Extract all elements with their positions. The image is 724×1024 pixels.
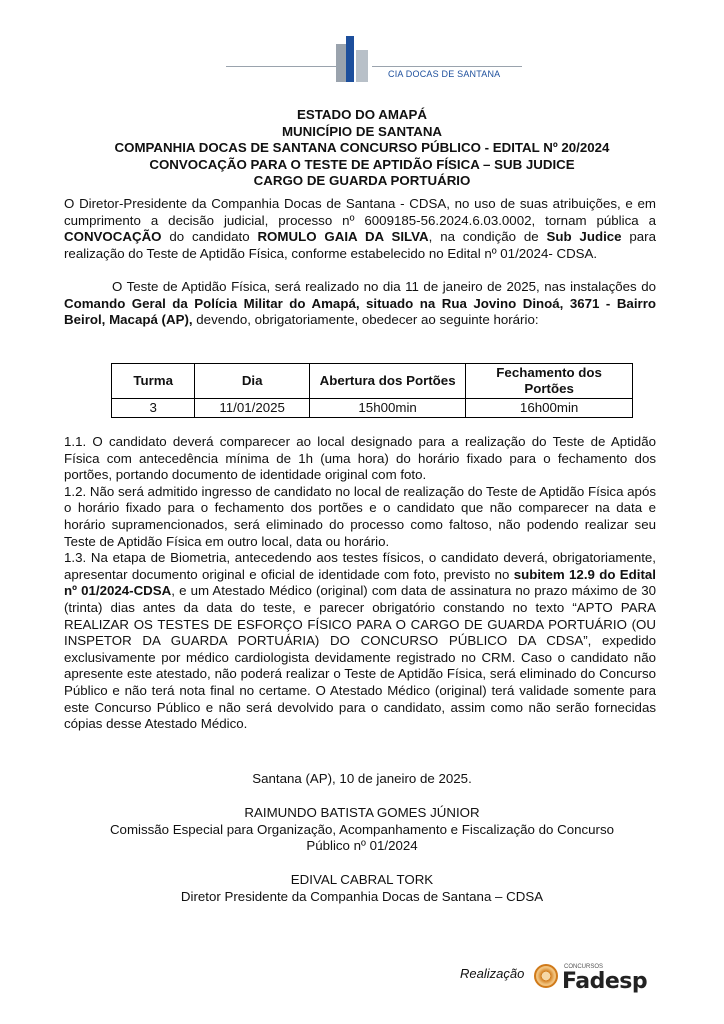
fadesp-concursos-label: CONCURSOS	[564, 964, 604, 970]
fadesp-logo: Fadesp	[562, 969, 648, 994]
th-dia: Dia	[195, 364, 310, 399]
fadesp-seal-icon	[534, 964, 558, 988]
intro-bold-sub-judice: Sub Judice	[546, 229, 622, 245]
schedule-table	[111, 363, 633, 418]
intro-text-3: , na condição de	[428, 229, 547, 245]
test-location: Comando Geral da Polícia Militar do Amapá, situado na Rua Jovino Dinoá, 3671 - Bairro Beirol, Macapá (AP),	[64, 295, 656, 328]
header-convocation: CONVOCAÇÃO PARA O TESTE DE APTIDÃO FÍSICA – SUB JUDICE	[149, 156, 575, 172]
candidate-name: ROMULO GAIA DA SILVA	[257, 229, 429, 245]
test-text-2: devendo, obrigatoriamente, obedecer ao seguinte horário:	[192, 312, 539, 328]
signatory-role-2: Diretor Presidente da Companhia Docas de Santana – CDSA	[180, 888, 544, 904]
cell-fechamento: 16h00min	[466, 399, 633, 418]
item-1-2: 1.2. Não será admitido ingresso de candidato no local de realização do Teste de Aptidão Física após o horário fixado para o fechamento dos portões e o candidato que não comparecer na data e horário supramencionados, será eliminado do processo como faltoso, não podendo realizar seu Teste de Aptidão Física em outro local, data ou horário.	[64, 483, 656, 549]
intro-text-1: O Diretor-Presidente da Companhia Docas de Santana - CDSA, no uso de suas atribuições, e em cumprimento a decisão judicial, processo nº 6009185-56.2024.6.03.0002, tornam pública a	[64, 196, 656, 228]
footer-realizacao	[460, 964, 660, 1004]
document-header	[60, 107, 664, 190]
item-1-3-subitem: subitem 12.9 do Edital nº 01/2024-CDSA	[64, 566, 657, 599]
header-municipality: MUNICÍPIO DE SANTANA	[281, 123, 443, 139]
realizacao-label: Realização	[460, 966, 525, 981]
instructions-list	[64, 434, 656, 733]
intro-paragraph	[64, 196, 656, 262]
signatory-name-1: RAIMUNDO BATISTA GOMES JÚNIOR	[244, 805, 480, 820]
th-abertura: Abertura dos Portões	[309, 364, 465, 399]
item-1-3	[64, 550, 656, 733]
logo-block	[356, 50, 368, 82]
document-date: Santana (AP), 10 de janeiro de 2025.	[252, 771, 472, 786]
item-1-3-text-a: 1.3. Na etapa de Biometria, antecedendo aos testes físicos, o candidato deverá, obrigatoriamente, apresentar documento original e oficial de identidade com foto, previsto no	[64, 550, 656, 582]
th-fechamento: Fechamento dos Portões	[466, 364, 633, 399]
header-state: ESTADO DO AMAPÁ	[296, 107, 427, 122]
logo-bar-gray	[336, 44, 346, 82]
intro-text-4: para realização do Teste de Aptidão Física, conforme estabelecido no Edital nº 01/2024- CDSA.	[64, 229, 657, 261]
logo-rule-left	[226, 66, 336, 67]
header-company-edital: COMPANHIA DOCAS DE SANTANA CONCURSO PÚBLICO - EDITAL Nº 20/2024	[114, 140, 610, 155]
logo-rule-right	[372, 66, 522, 67]
logo-bar-blue	[346, 36, 354, 82]
signature-block-2	[60, 872, 664, 905]
item-1-3-text-c: , e um Atestado Médico (original) com data de assinatura no prazo máximo de 30 (trinta) dias antes da data do teste, e parecer obrigatório constando no texto “APTO PARA REALIZAR OS TESTES DE ESFORÇO FÍSICO PARA O CARGO DE GUARDA PORTUÁRIO (OU INSPETOR DA GUARDA PORTUÁRIA) DO CONCURSO PÚBLICO DA CDSA”, expedido exclusivamente por médico cardiologista devidamente registrado no CRM. Caso o candidato não apresente este atestado, não poderá realizar o Teste de Aptidão Física, será eliminado do Concurso Público e não terá nota final no certame. O Atestado Médico (original) terá validade somente para este Concurso Público e não será devolvido para o candidato, assim como não serão fornecidas cópias desse Atestado Médico.	[64, 583, 656, 732]
cell-abertura: 15h00min	[309, 399, 465, 418]
item-1-1: 1.1. O candidato deverá comparecer ao local designado para a realização do Teste de Aptidão Física com antecedência mínima de 1h (uma hora) do horário fixado para o fechamento dos portões, portando documento de identidade original com foto.	[64, 434, 656, 483]
cell-dia: 11/01/2025	[195, 399, 310, 418]
signatory-role-1a: Comissão Especial para Organização, Acompanhamento e Fiscalização do Concurso	[109, 821, 615, 837]
signatory-name-2: EDIVAL CABRAL TORK	[290, 872, 434, 887]
cell-turma: 3	[112, 399, 195, 418]
signatory-role-1b: Público nº 01/2024	[306, 838, 418, 854]
logo-name: CIA DOCAS DE SANTANA	[388, 69, 501, 79]
table-header-row	[112, 364, 633, 399]
test-paragraph	[64, 279, 656, 329]
table-row	[112, 399, 633, 418]
cdsa-logo	[336, 36, 536, 86]
signature-block-1	[60, 805, 664, 855]
header-position: CARGO DE GUARDA PORTUÁRIO	[253, 173, 471, 188]
intro-bold-convocacao: CONVOCAÇÃO	[64, 229, 162, 245]
test-text-1: O Teste de Aptidão Física, será realizado no dia 11 de janeiro de 2025, nas instalações do	[112, 279, 656, 294]
intro-text-2: do candidato	[161, 229, 258, 245]
th-turma: Turma	[112, 364, 195, 399]
